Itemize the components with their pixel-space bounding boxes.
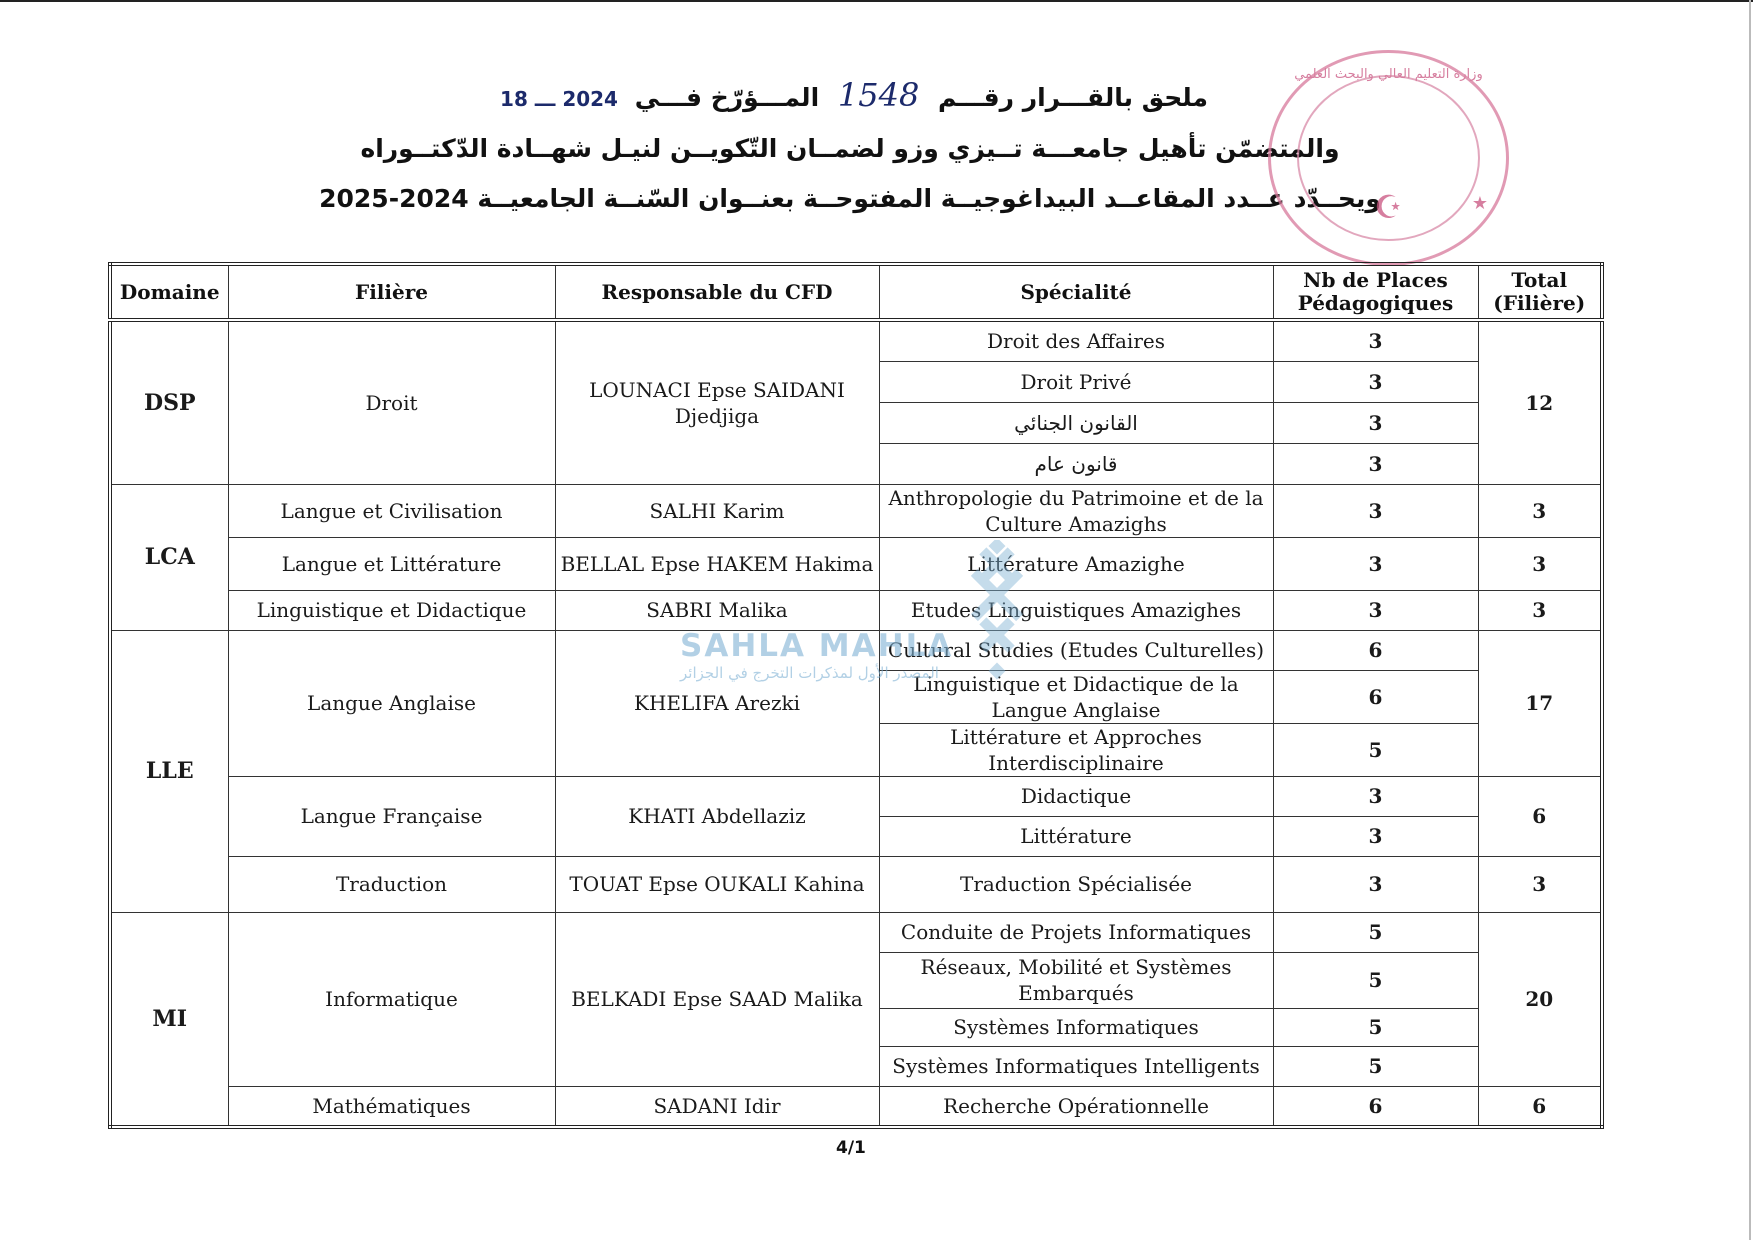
total-cell: 6 bbox=[1478, 776, 1602, 856]
table-row bbox=[110, 590, 1602, 630]
filiere-cell: Droit bbox=[228, 320, 555, 484]
header-line-2: والمتضمّن تأهيل جامعـــة تــيزي وزو لضمــان التّكويــن لنيـل شهــادة الدّكتــوراه bbox=[360, 134, 1340, 163]
places-cell: 3 bbox=[1273, 402, 1478, 443]
places-cell: 3 bbox=[1273, 320, 1478, 361]
filiere-cell: Langue et Littérature bbox=[228, 537, 555, 590]
specialite-cell: قانون عام bbox=[879, 443, 1273, 484]
specialite-cell: Etudes Linguistiques Amazighes bbox=[879, 590, 1273, 630]
total-cell: 3 bbox=[1478, 537, 1602, 590]
table-row bbox=[110, 1086, 1602, 1127]
responsable-cell: BELKADI Epse SAAD Malika bbox=[555, 912, 879, 1086]
responsable-cell: BELLAL Epse HAKEM Hakima bbox=[555, 537, 879, 590]
header-responsable: Responsable du CFD bbox=[555, 264, 879, 320]
watermark-title: SAHLA MAHLA bbox=[680, 628, 954, 664]
specialite-cell: Littérature Amazighe bbox=[879, 537, 1273, 590]
total-cell: 3 bbox=[1478, 856, 1602, 912]
specialite-cell: Systèmes Informatiques bbox=[879, 1008, 1273, 1046]
places-cell: 3 bbox=[1273, 856, 1478, 912]
page-number: 4/1 bbox=[836, 1138, 866, 1158]
places-cell: 3 bbox=[1273, 816, 1478, 856]
places-cell: 3 bbox=[1273, 590, 1478, 630]
table-row bbox=[110, 320, 1602, 361]
table-header-row bbox=[110, 264, 1602, 320]
places-cell: 3 bbox=[1273, 443, 1478, 484]
responsable-cell: SABRI Malika bbox=[555, 590, 879, 630]
specialite-cell: Recherche Opérationnelle bbox=[879, 1086, 1273, 1127]
header-line-1 bbox=[300, 70, 1400, 124]
sahla-mahla-logo-icon bbox=[955, 540, 1039, 690]
domaine-cell: MI bbox=[110, 912, 228, 1127]
specialite-cell: Cultural Studies (Etudes Culturelles) bbox=[879, 630, 1273, 670]
responsable-cell: SADANI Idir bbox=[555, 1086, 879, 1127]
filiere-cell: Langue Anglaise bbox=[228, 630, 555, 776]
specialite-cell: Linguistique et Didactique de la Langue Anglaise bbox=[879, 670, 1273, 723]
places-cell: 5 bbox=[1273, 912, 1478, 952]
places-cell: 5 bbox=[1273, 723, 1478, 776]
filiere-cell: Langue et Civilisation bbox=[228, 484, 555, 537]
right-border-line bbox=[1749, 0, 1751, 1240]
specialite-cell: Anthropologie du Patrimoine et de la Culture Amazighs bbox=[879, 484, 1273, 537]
header-places: Nb de Places Pédagogiques bbox=[1273, 264, 1478, 320]
header-filiere: Filière bbox=[228, 264, 555, 320]
document-header bbox=[300, 70, 1400, 224]
domaine-cell: DSP bbox=[110, 320, 228, 484]
places-cell: 6 bbox=[1273, 630, 1478, 670]
header-line-3: ويحــدّد عــدد المقاعــد البيداغوجيــة المفتوحــة بعنــوان السّنــة الجامعيــة 2024-2025 bbox=[319, 184, 1381, 213]
domaine-cell: LCA bbox=[110, 484, 228, 630]
total-cell: 20 bbox=[1478, 912, 1602, 1086]
places-cell: 3 bbox=[1273, 361, 1478, 402]
header-specialite: Spécialité bbox=[879, 264, 1273, 320]
responsable-cell: KHELIFA Arezki bbox=[555, 630, 879, 776]
responsable-cell: TOUAT Epse OUKALI Kahina bbox=[555, 856, 879, 912]
doctoral-places-table bbox=[108, 262, 1604, 1129]
header-domaine: Domaine bbox=[110, 264, 228, 320]
crescent-star-icon: ☪ bbox=[1374, 188, 1403, 226]
specialite-cell: Réseaux, Mobilité et Systèmes Embarqués bbox=[879, 952, 1273, 1008]
total-cell: 17 bbox=[1478, 630, 1602, 776]
filiere-cell: Linguistique et Didactique bbox=[228, 590, 555, 630]
places-cell: 5 bbox=[1273, 952, 1478, 1008]
responsable-cell: SALHI Karim bbox=[555, 484, 879, 537]
places-cell: 5 bbox=[1273, 1046, 1478, 1086]
specialite-cell: Didactique bbox=[879, 776, 1273, 816]
responsable-cell: KHATI Abdellaziz bbox=[555, 776, 879, 856]
decision-date: 2024 ـــ 18 bbox=[500, 87, 618, 111]
table-row bbox=[110, 856, 1602, 912]
specialite-cell: القانون الجنائي bbox=[879, 402, 1273, 443]
decision-number: 1548 bbox=[837, 76, 920, 114]
places-cell: 3 bbox=[1273, 776, 1478, 816]
places-cell: 3 bbox=[1273, 484, 1478, 537]
decree-annex-label: ملحق بالقـــرار رقـــم bbox=[938, 83, 1208, 112]
seal-text: وزارة التعليم العالي والبحث العلمي bbox=[1294, 67, 1483, 82]
responsable-cell: LOUNACI Epse SAIDANI Djedjiga bbox=[555, 320, 879, 484]
filiere-cell: Langue Française bbox=[228, 776, 555, 856]
table-row bbox=[110, 484, 1602, 537]
specialite-cell: Systèmes Informatiques Intelligents bbox=[879, 1046, 1273, 1086]
specialite-cell: Littérature bbox=[879, 816, 1273, 856]
total-cell: 3 bbox=[1478, 484, 1602, 537]
specialite-cell: Droit des Affaires bbox=[879, 320, 1273, 361]
specialite-cell: Traduction Spécialisée bbox=[879, 856, 1273, 912]
total-cell: 6 bbox=[1478, 1086, 1602, 1127]
dated-label: المـــؤرّخ فـــي bbox=[634, 83, 820, 112]
filiere-cell: Informatique bbox=[228, 912, 555, 1086]
filiere-cell: Mathématiques bbox=[228, 1086, 555, 1127]
places-cell: 6 bbox=[1273, 1086, 1478, 1127]
total-cell: 12 bbox=[1478, 320, 1602, 484]
filiere-cell: Traduction bbox=[228, 856, 555, 912]
star-icon: ★ bbox=[1471, 193, 1488, 214]
watermark-subtitle: المصدر الأول لمذكرات التخرج في الجزائر bbox=[680, 664, 939, 682]
table-row bbox=[110, 912, 1602, 952]
table-row bbox=[110, 776, 1602, 816]
specialite-cell: Conduite de Projets Informatiques bbox=[879, 912, 1273, 952]
official-seal-icon bbox=[1268, 50, 1509, 266]
table-row bbox=[110, 537, 1602, 590]
specialite-cell: Littérature et Approches Interdisciplinaire bbox=[879, 723, 1273, 776]
top-border-line bbox=[0, 0, 1753, 2]
specialite-cell: Droit Privé bbox=[879, 361, 1273, 402]
places-cell: 3 bbox=[1273, 537, 1478, 590]
header-total: Total (Filière) bbox=[1478, 264, 1602, 320]
total-cell: 3 bbox=[1478, 590, 1602, 630]
domaine-cell: LLE bbox=[110, 630, 228, 912]
places-cell: 6 bbox=[1273, 670, 1478, 723]
places-cell: 5 bbox=[1273, 1008, 1478, 1046]
